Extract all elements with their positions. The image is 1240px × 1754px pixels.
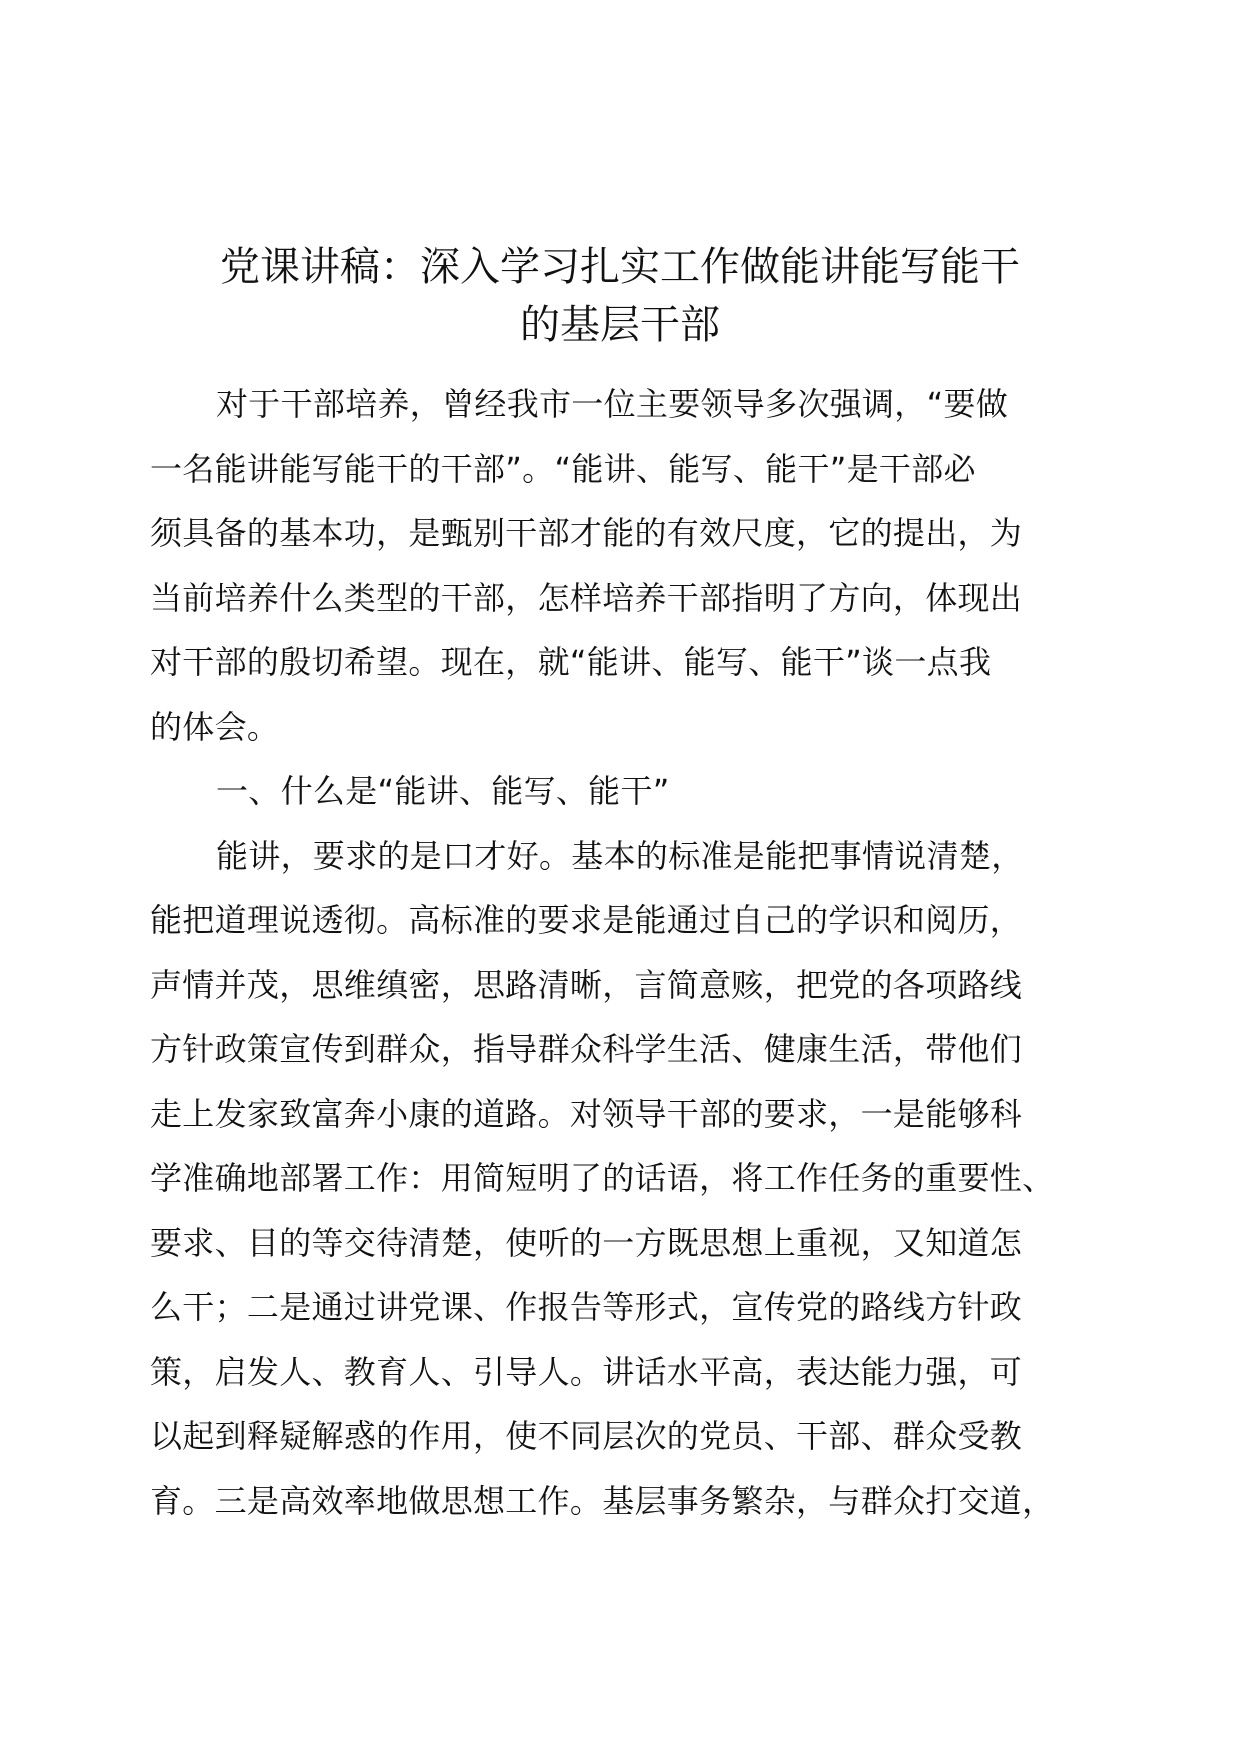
paragraph-line: 育。三是高效率地做思想工作。基层事务繁杂，与群众打交道， — [150, 1481, 1055, 1520]
paragraph-line: 走上发家致富奔小康的道路。对领导干部的要求，一是能够科 — [150, 1094, 1023, 1133]
paragraph-line: 能把道理说透彻。高标准的要求是能通过自己的学识和阅历， — [150, 901, 1023, 939]
paragraph-line: 么干；二是通过讲党课、作报告等形式，宣传党的路线方针政 — [150, 1288, 1023, 1326]
paragraph-line: 方针政策宣传到群众，指导群众科学生活、健康生活，带他们 — [150, 1030, 1023, 1068]
paragraph-line: 的体会。 — [150, 707, 280, 746]
paragraph-line: 对于干部培养，曾经我市一位主要领导多次强调，“要做 — [216, 385, 1009, 423]
paragraph-line: 学准确地部署工作：用简短明了的话语，将工作任务的重要性、 — [150, 1159, 1055, 1197]
title-line-1: 党课讲稿：深入学习扎实工作做能讲能写能干 — [220, 244, 1020, 290]
section-heading: 一、什么是“能讲、能写、能干” — [216, 772, 670, 810]
paragraph-line: 当前培养什么类型的干部，怎样培养干部指明了方向，体现出 — [150, 578, 1023, 617]
paragraph-line: 以起到释疑解惑的作用，使不同层次的党员、干部、群众受教 — [150, 1417, 1023, 1455]
paragraph-line: 能讲，要求的是口才好。基本的标准是能把事情说清楚， — [216, 836, 1024, 875]
paragraph-line: 声情并茂，思维缜密，思路清晰，言简意赅，把党的各项路线 — [150, 965, 1023, 1004]
paragraph-line: 要求、目的等交待清楚，使听的一方既思想上重视，又知道怎 — [150, 1223, 1023, 1262]
paragraph-line: 对干部的殷切希望。现在，就“能讲、能写、能干”谈一点我 — [150, 643, 992, 681]
paragraph-line: 策，启发人、教育人、引导人。讲话水平高，表达能力强，可 — [150, 1352, 1023, 1391]
paragraph-line: 一名能讲能写能干的干部”。“能讲、能写、能干”是干部必 — [150, 449, 976, 488]
title-line-2: 的基层干部 — [520, 302, 720, 348]
paragraph-line: 须具备的基本功，是甄别干部才能的有效尺度，它的提出，为 — [150, 514, 1023, 552]
document-title — [150, 238, 1090, 354]
document-body — [150, 372, 1100, 1533]
